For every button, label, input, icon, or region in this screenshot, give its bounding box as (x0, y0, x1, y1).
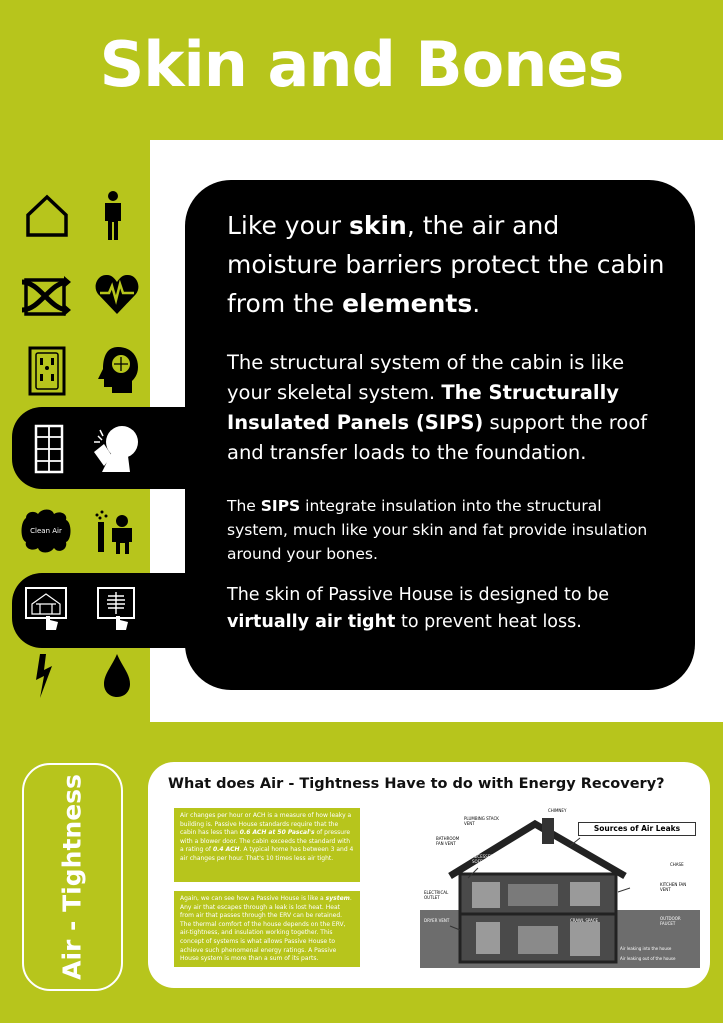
spraying-person-icon (92, 508, 138, 554)
system-info-box: Again, we can see how a Passive House is like a system. Any air that escapes through a leak is lost heat. Heat from air that passes through the ERV can be retained. The thermal comfort of the house depends on the ERV, air-tightness, and insulation working together. This concept of systems is what allows Passive House to achieve such phenomenal energy ratings. A Passive House system is more than a sum of its parts. (174, 891, 360, 967)
label-recessed: RECESSED LIGHTS (562, 858, 584, 868)
lightning-bolt-icon (32, 652, 56, 700)
label-soffit: RECESSED & SOFFIT (472, 854, 498, 864)
skin-intro-text: Like your skin, the air and moisture barriers protect the cabin from the elements. (227, 211, 665, 318)
label-plumbing: PLUMBING STACK VENT (464, 816, 499, 826)
house-outline-icon (24, 193, 70, 239)
person-icon (96, 190, 130, 242)
label-faucet: OUTDOOR FAUCET (660, 916, 681, 926)
label-attic: ATTIC HATCH (504, 854, 518, 864)
label-chase: CHASE (670, 862, 684, 867)
brain-head-icon (94, 345, 140, 395)
sips-text: The SIPS integrate insulation into the structural system, much like your skin and fat provide insulation around your bones. (227, 497, 648, 563)
skeleton-xray-tablet-icon (96, 586, 136, 632)
crossed-arrows-box-icon (20, 272, 72, 320)
legend-leak-out: Air leaking out of the house (620, 956, 676, 961)
heart-beat-icon (94, 272, 140, 316)
clean-air-cloud-icon (20, 508, 72, 554)
legend-leak-in: Air leaking into the house (620, 946, 672, 951)
bottom-heading: What does Air - Tightness Have to do with Energy Recovery? (168, 776, 665, 792)
electrical-outlet-icon (28, 346, 66, 396)
label-chimney: CHIMNEY (548, 808, 567, 813)
label-bath: BATHROOM FAN VENT (436, 836, 460, 846)
clean-air-label: Clean Air (30, 527, 62, 535)
label-crawl: CRAWL SPACE (570, 918, 599, 923)
label-dryer: DRYER VENT (424, 918, 450, 923)
page-title: Skin and Bones (99, 28, 624, 101)
ach-info-box: Air changes per hour or ACH is a measure of how leaky a building is. Passive House standards require that the cabin has less than 0.6 ACH at 50 Pascal's of pressure with a blower door. The cabin exceeds the standard with a rating of 0.4 ACH. A typical home has between 3 and 4 air changes per hour. That's 10 times less air tight. (174, 808, 360, 882)
structure-text: The structural system of the cabin is like your skeletal system. The Structurally Insulated Panels (SIPS) support the roof and transfer loads to the foundation. (227, 351, 648, 464)
house-xray-tablet-icon (24, 586, 68, 632)
air-leaks-diagram (420, 806, 700, 968)
side-label: Air - Tightness (57, 774, 87, 980)
sneezing-head-icon (90, 422, 142, 474)
water-drop-icon (102, 652, 132, 698)
label-kitchen: KITCHEN FAN VENT (660, 882, 687, 892)
air-leaks-diagram-title: Sources of Air Leaks (578, 822, 696, 836)
airtight-text: The skin of Passive House is designed to be virtually air tight to prevent heat loss. (227, 585, 610, 632)
label-outlet: ELECTRICAL OUTLET (424, 890, 449, 900)
window-icon (34, 424, 64, 474)
